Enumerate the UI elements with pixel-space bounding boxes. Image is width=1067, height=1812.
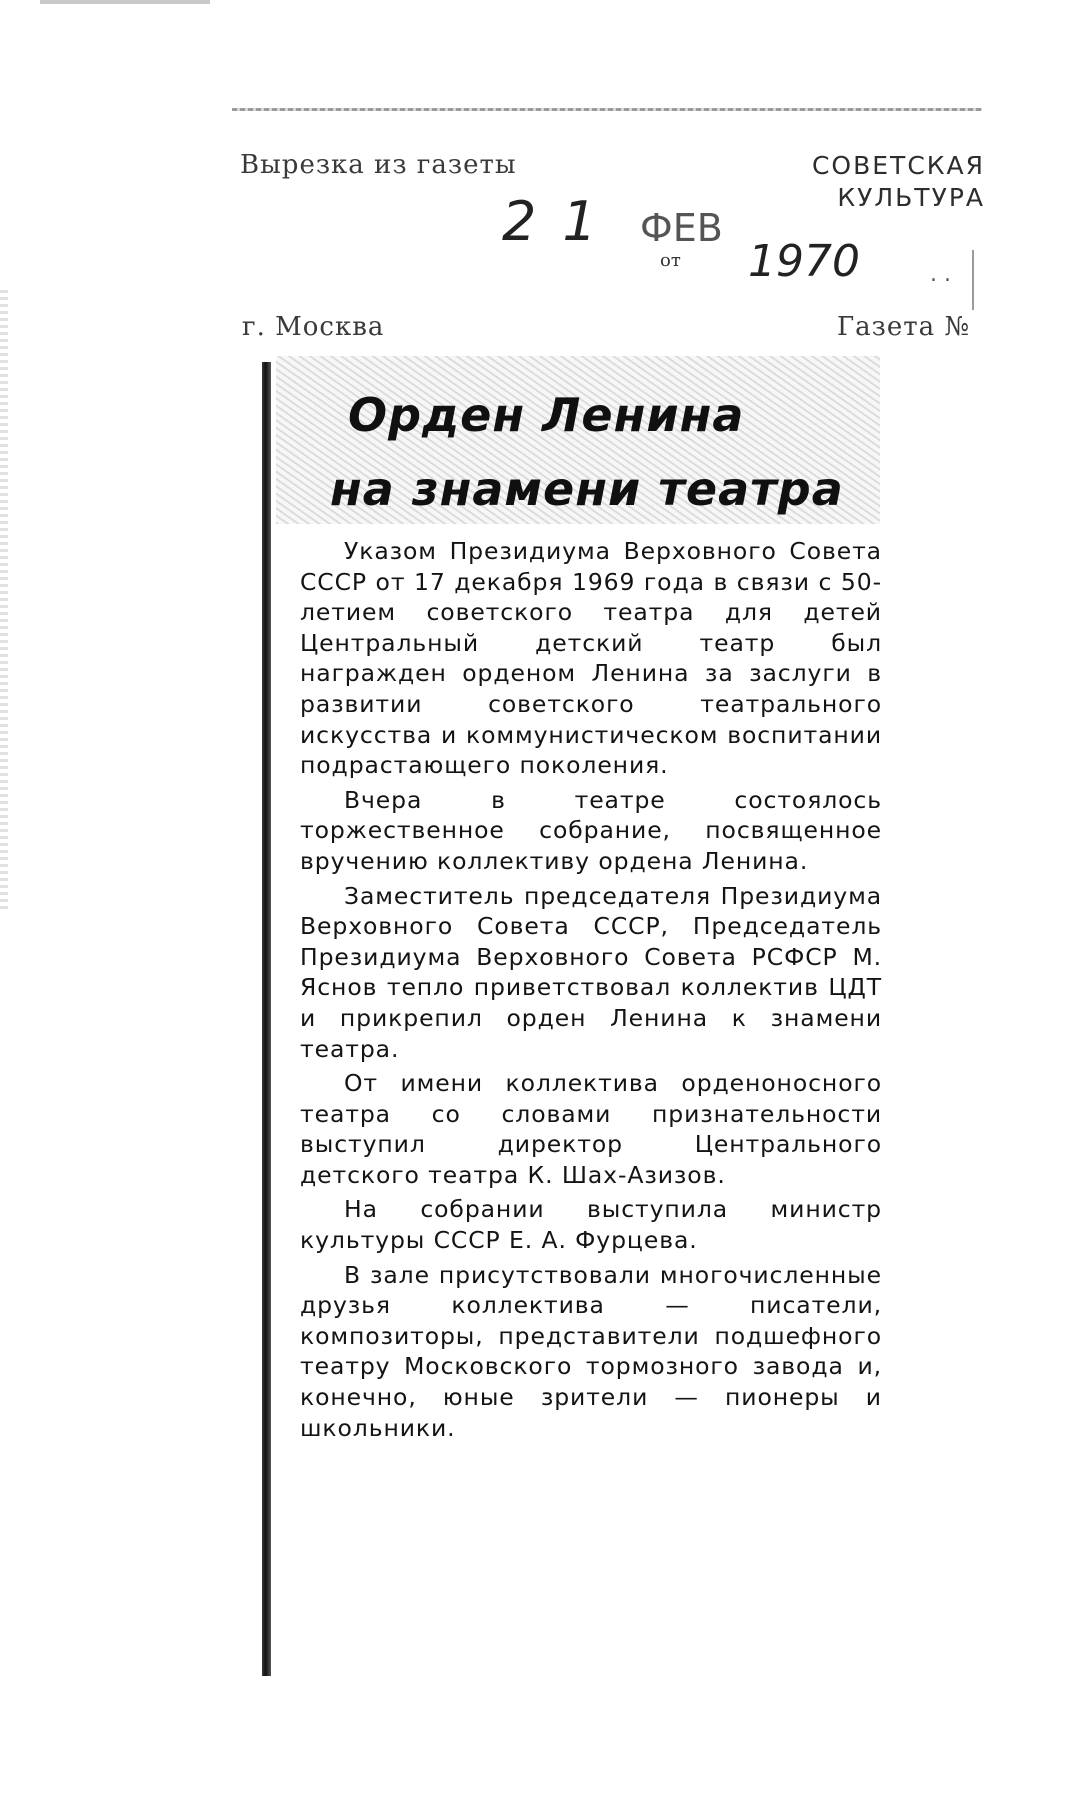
gazeta-number-label: Газета № [836, 312, 970, 342]
scan-edge-left [0, 290, 8, 910]
article-paragraph: Указом Президиума Верховного Совета СССР от 17 декабря 1969 года в связи с 50-летием советского театра для детей Центральный детский театр был награжден орденом Ленина за заслуги в развитии советского театрального искусства и коммунистическом воспитании подрастающего поколения. [300, 537, 882, 780]
article-paragraph: В зале присутствовали многочисленные друзья коллектива — писатели, композиторы, представители подшефного театру Московского тормозного завода и, конечно, юные зрители — пионеры и школьники. [300, 1260, 882, 1442]
stamp-ot-label: от [660, 250, 681, 271]
headline-line-1: Орден Ленина [348, 388, 745, 442]
article-paragraph: На собрании выступила министр культуры СССР Е. А. Фурцева. [300, 1195, 882, 1255]
article-paragraph: Вчера в театре состоялось торжественное собрание, посвященное вручению коллективу ордена Ленина. [300, 785, 882, 875]
article-body [300, 536, 882, 1447]
headline-line-2: на знамени театра [330, 462, 844, 516]
stamp-year: 1970 [748, 236, 860, 287]
newspaper-name [760, 150, 985, 214]
article-paragraph: Заместитель председателя Президиума Верховного Совета СССР, Председатель Президиума Верховного Совета РСФСР М. Яснов тепло приветствовал коллектив ЦДТ и прикрепил орден Ленина к знамени театра. [300, 881, 882, 1063]
clipping-label: Вырезка из газеты [240, 150, 517, 180]
city-label: г. Москва [242, 312, 385, 342]
newspaper-name-line2: КУЛЬТУРА [837, 183, 985, 212]
stamp-dots: . . [930, 262, 951, 287]
stamp-month: ФЕВ [640, 206, 723, 250]
column-rule [262, 362, 271, 1676]
article-paragraph: От имени коллектива орденоносного театра со словами признательности выступил директор Центрального детского театра К. Шах-Азизов. [300, 1069, 882, 1189]
stamp-day: 21 [502, 190, 623, 253]
newspaper-name-line1: СОВЕТСКАЯ [811, 151, 985, 180]
margin-mark [972, 250, 974, 310]
scan-scrap-edge [40, 0, 210, 4]
clipping-top-rule [232, 108, 982, 111]
